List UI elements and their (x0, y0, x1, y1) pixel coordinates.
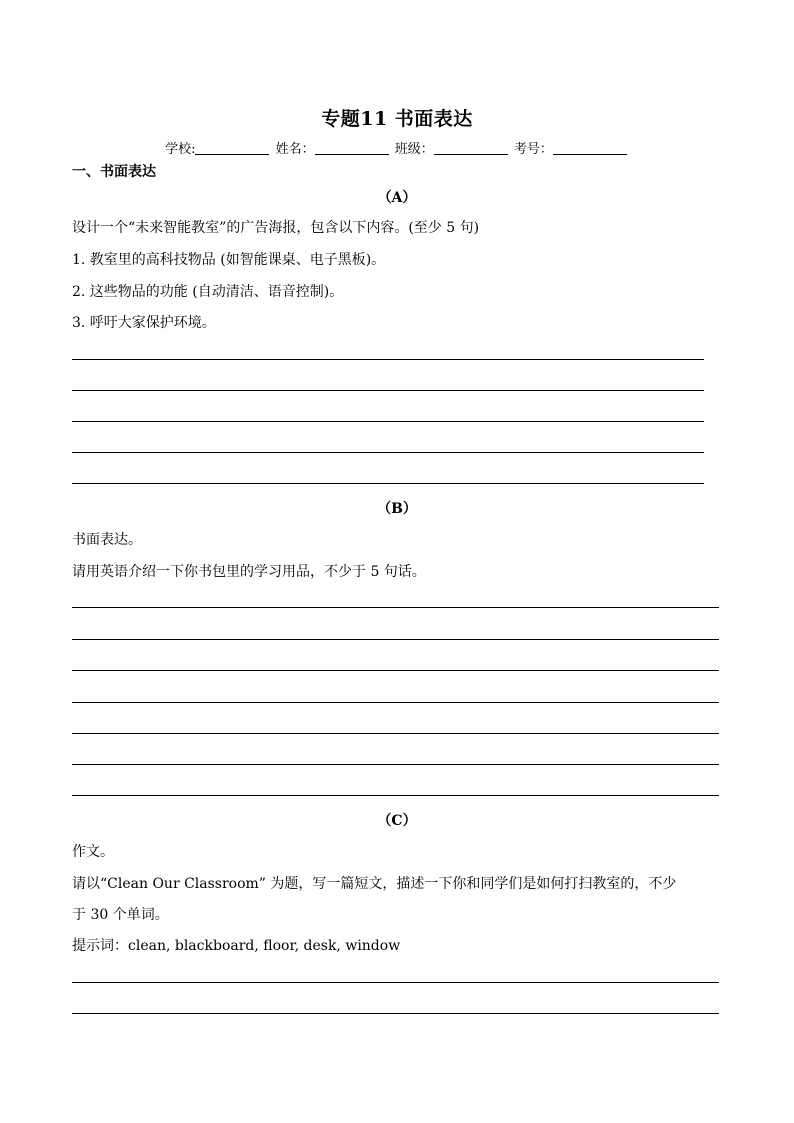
part-a-answer-line[interactable] (72, 452, 704, 453)
part-b-answer-line[interactable] (72, 607, 719, 608)
part-b-prompt: 请用英语介绍一下你书包里的学习用品，不少于 5 句话。 (72, 564, 426, 580)
student-info-row (0, 138, 794, 157)
part-a-item-3: 3. 呼吁大家保护环境。 (72, 315, 216, 331)
part-c-instruction: 作文。 (72, 844, 114, 860)
part-a-answer-line[interactable] (72, 359, 704, 360)
part-c-prompt-line-2: 于 30 个单词。 (72, 907, 169, 923)
part-b-answer-line[interactable] (72, 639, 719, 640)
part-c-answer-line[interactable] (72, 982, 719, 983)
part-b-answer-line[interactable] (72, 670, 719, 671)
part-c-hint-words: 提示词：clean, blackboard, floor, desk, window (72, 938, 401, 954)
name-blank[interactable] (315, 140, 389, 155)
page-title: 专题11 书面表达 (321, 108, 473, 130)
part-b-answer-line[interactable] (72, 733, 719, 734)
part-b-answer-line[interactable] (72, 795, 719, 796)
school-blank[interactable] (195, 140, 269, 155)
part-b-instruction: 书面表达。 (72, 532, 142, 548)
part-a-item-1: 1. 教室里的高科技物品 (如智能课桌、电子黑板)。 (72, 252, 386, 268)
part-b-label: （B） (377, 501, 417, 517)
part-b-answer-line[interactable] (72, 702, 719, 703)
exam-number-blank[interactable] (553, 140, 627, 155)
part-a-answer-line[interactable] (72, 421, 704, 422)
part-a-instruction: 设计一个“未来智能教室”的广告海报，包含以下内容。(至少 5 句) (72, 220, 480, 236)
section-heading: 一、书面表达 (72, 164, 156, 180)
exam-number-label: 考号： (513, 142, 553, 157)
part-c-label: （C） (377, 813, 417, 829)
part-a-answer-line[interactable] (72, 483, 704, 484)
name-label: 姓名： (275, 142, 315, 157)
class-label: 班级： (394, 142, 434, 157)
part-c-prompt-line-1: 请以“Clean Our Classroom” 为题，写一篇短文，描述一下你和同学们是如何打扫教室的，不少 (72, 876, 677, 892)
part-a-label: （A） (377, 190, 417, 206)
part-c-answer-line[interactable] (72, 1013, 719, 1014)
part-a-answer-line[interactable] (72, 390, 704, 391)
class-blank[interactable] (434, 140, 508, 155)
part-a-item-2: 2. 这些物品的功能 (自动清洁、语音控制)。 (72, 284, 344, 300)
part-b-answer-line[interactable] (72, 764, 719, 765)
school-label: 学校: (165, 142, 196, 157)
